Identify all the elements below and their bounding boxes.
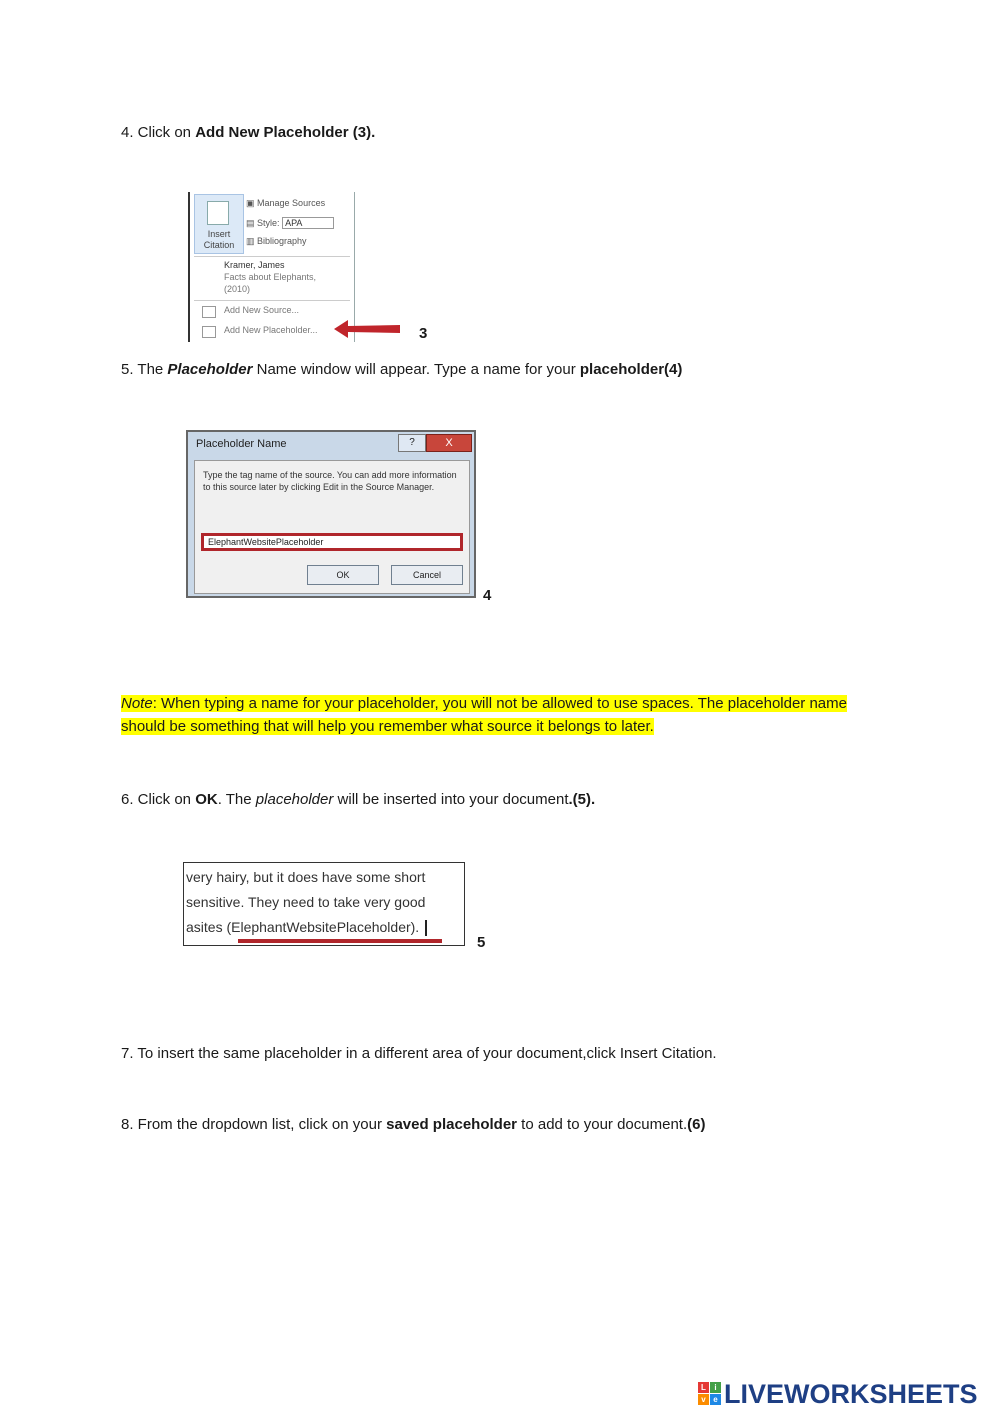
bibliography-icon: ▥ [246, 236, 255, 246]
insert-citation-ribbon-figure [188, 192, 355, 342]
step-5-text: 5. The Placeholder Name window will appear. Type a name for your placeholder(4) [121, 361, 683, 378]
marker-5: 5 [477, 934, 486, 951]
document-snippet-figure [183, 862, 465, 946]
style-selector[interactable]: ▤ Style: APA [246, 217, 334, 229]
add-new-placeholder-item[interactable]: Add New Placeholder... [224, 325, 318, 335]
snippet-line-1: very hairy, but it does have some short [186, 869, 426, 885]
marker-4: 4 [483, 587, 492, 604]
red-arrow-icon [334, 318, 402, 340]
style-dropdown[interactable]: APA [282, 217, 334, 229]
step-7-text: 7. To insert the same placeholder in a different area of your document,click Insert Citation. [121, 1045, 717, 1062]
insert-citation-button[interactable]: Insert Citation [194, 194, 244, 254]
help-button[interactable]: ? [398, 434, 426, 452]
placeholder-underline [238, 939, 442, 943]
manage-sources-button[interactable]: ▣ Manage Sources [246, 198, 326, 208]
step-8-text: 8. From the dropdown list, click on your saved placeholder to add to your document.(6) [121, 1116, 706, 1133]
step-6-text: 6. Click on OK. The placeholder will be inserted into your document.(5). [121, 791, 596, 808]
close-button[interactable]: X [426, 434, 472, 452]
add-new-source-item[interactable]: Add New Source... [224, 305, 300, 315]
menu-divider [194, 256, 350, 257]
liveworksheets-logo [698, 1378, 994, 1410]
snippet-line-3: asites (ElephantWebsitePlaceholder). [186, 915, 427, 940]
text-cursor [425, 920, 427, 936]
manage-sources-icon: ▣ [246, 198, 255, 208]
logo-text: LIVEWORKSHEETS [724, 1379, 978, 1409]
ok-button[interactable]: OK [307, 565, 379, 585]
dialog-title: Placeholder Name [196, 438, 287, 450]
logo-grid-icon: L i v e [698, 1382, 722, 1406]
source-item[interactable]: Kramer, James Facts about Elephants, (2010) [224, 260, 317, 294]
style-icon: ▤ [246, 218, 255, 228]
menu-divider [194, 300, 350, 301]
marker-3: 3 [419, 325, 428, 342]
cancel-button[interactable]: Cancel [391, 565, 463, 585]
bibliography-button[interactable]: ▥ Bibliography [246, 236, 307, 246]
dialog-description: Type the tag name of the source. You can add more information to this source later by clicking Edit in the Source Manager. [203, 470, 457, 492]
add-source-icon [202, 306, 216, 318]
note-paragraph: Note: When typing a name for your placeholder, you will not be allowed to use spaces. The placeholder name should be something that will help you remember what source it belongs to later. [121, 695, 847, 735]
citation-icon [207, 201, 229, 225]
placeholder-name-dialog [186, 430, 476, 598]
dialog-body [194, 460, 470, 594]
placeholder-name-input[interactable]: ElephantWebsitePlaceholder [201, 533, 463, 551]
snippet-line-2: sensitive. They need to take very good [186, 894, 426, 910]
add-placeholder-icon [202, 326, 216, 338]
step-4-text: 4. Click on Add New Placeholder (3). [121, 124, 376, 141]
